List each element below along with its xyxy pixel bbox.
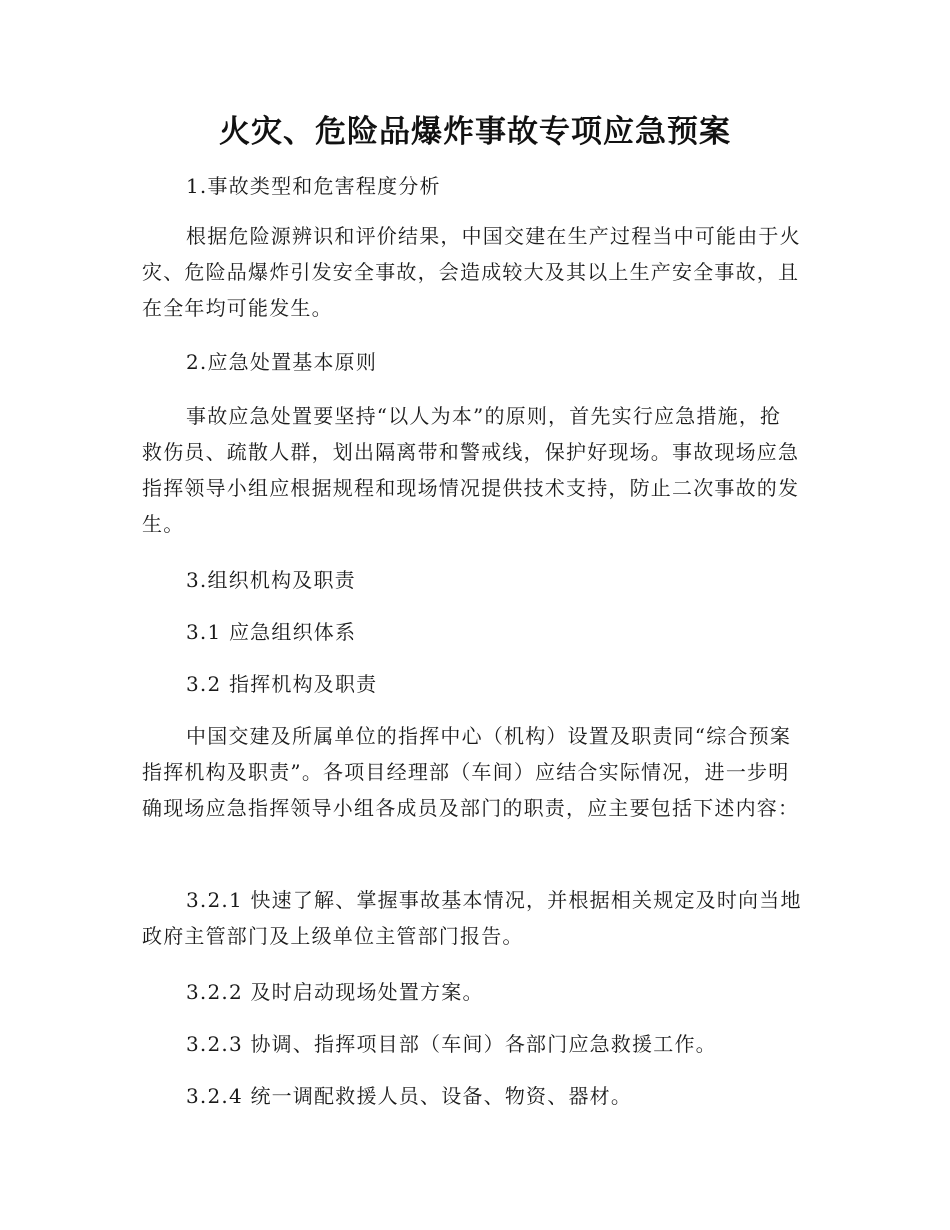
list-item-3-2-4: 3.2.4 统一调配救援人员、设备、物资、器材。	[186, 1084, 633, 1108]
section-heading-2: 2.应急处置基本原则	[186, 350, 378, 374]
paragraph-2: 事故应急处置要坚持“以人为本”的原则，首先实行应急措施，抢救伤员、疏散人群，划出隔离带和警戒线，保护好现场。事故现场应急指挥领导小组应根据规程和现场情况提供技术支持，防止二次事故的发生。	[142, 404, 800, 536]
paragraph-1: 根据危险源辨识和评价结果，中国交建在生产过程当中可能由于火灾、危险品爆炸引发安全事故，会造成较大及其以上生产安全事故，且在全年均可能发生。	[142, 224, 801, 320]
section-heading-1: 1.事故类型和危害程度分析	[186, 174, 441, 198]
subsection-heading-3-1: 3.1 应急组织体系	[186, 620, 357, 644]
list-item-3-2-3: 3.2.3 协调、指挥项目部（车间）各部门应急救援工作。	[186, 1032, 717, 1056]
paragraph-3: 中国交建及所属单位的指挥中心（机构）设置及职责同“综合预案指挥机构及职责”。各项目经理部（车间）应结合实际情况，进一步明确现场应急指挥领导小组各成员及部门的职责，应主要包括下述内容：	[142, 724, 800, 820]
subsection-heading-3-2: 3.2 指挥机构及职责	[186, 672, 378, 696]
list-item-3-2-2: 3.2.2 及时启动现场处置方案。	[186, 980, 484, 1004]
section-heading-3: 3.组织机构及职责	[186, 568, 356, 592]
document-title: 火灾、危险品爆炸事故专项应急预案	[219, 114, 731, 150]
list-item-3-2-1: 3.2.1 快速了解、掌握事故基本情况，并根据相关规定及时向当地政府主管部门及上级单位主管部门报告。	[142, 888, 802, 948]
